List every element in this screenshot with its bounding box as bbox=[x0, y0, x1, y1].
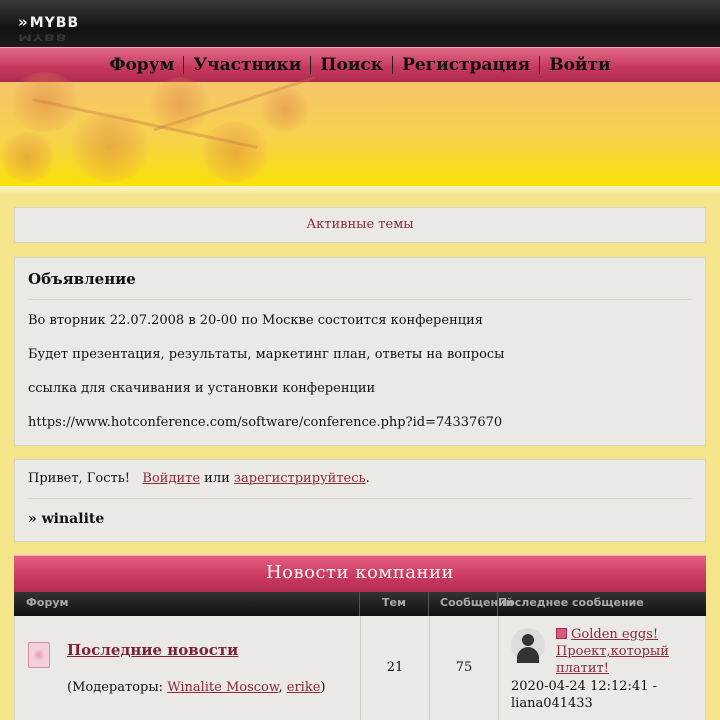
banner-blossom bbox=[70, 112, 150, 182]
avatar[interactable] bbox=[511, 628, 545, 662]
mods-suffix: ) bbox=[320, 680, 326, 695]
last-post-date: 2020-04-24 12:12:41 - bbox=[511, 679, 657, 694]
banner-blossom bbox=[200, 122, 270, 182]
forum-table-header bbox=[14, 592, 706, 616]
logo-arrows: » bbox=[18, 13, 26, 31]
greeting-text: Привет, Гость! bbox=[28, 471, 131, 486]
forum-title-link[interactable]: Последние новости bbox=[67, 641, 239, 659]
top-bar bbox=[0, 0, 720, 47]
moderator-link[interactable]: erike bbox=[286, 680, 321, 695]
col-posts: Сообщений bbox=[429, 592, 498, 616]
nav-register[interactable]: Регистрация bbox=[402, 55, 531, 75]
nav-login[interactable]: Войти bbox=[549, 55, 611, 75]
mods-prefix: (Модераторы: bbox=[67, 680, 164, 695]
last-post-user[interactable]: liana041433 bbox=[511, 696, 593, 711]
last-topic-wrap bbox=[556, 626, 696, 677]
forum-moderators bbox=[67, 680, 325, 695]
welcome-line bbox=[28, 470, 692, 488]
banner-blossom bbox=[260, 87, 310, 132]
forum-row bbox=[14, 616, 706, 720]
last-topic-link[interactable]: Golden eggs! Проект,который платит! bbox=[556, 627, 669, 676]
last-post-meta bbox=[511, 678, 657, 712]
category-header[interactable]: Новости компании bbox=[14, 555, 706, 592]
logo-reflection bbox=[18, 32, 67, 42]
posts-count: 75 bbox=[430, 616, 499, 720]
announcement-line: ссылка для скачивания и установки конференции bbox=[28, 381, 376, 396]
announcement-line: Будет презентация, результаты, маркетинг план, ответы на вопросы bbox=[28, 347, 505, 362]
announcement-line: https://www.hotconference.com/software/conference.php?id=74337670 bbox=[28, 415, 503, 430]
topic-icon bbox=[556, 628, 567, 639]
banner-blossom bbox=[10, 72, 80, 132]
logo-reflection-text: MYBB bbox=[18, 32, 68, 42]
topics-count: 21 bbox=[361, 616, 430, 720]
announcement-title: Объявление bbox=[28, 270, 136, 288]
mods-comma: , bbox=[278, 680, 283, 695]
or-text: или bbox=[204, 471, 230, 486]
avatar-head bbox=[522, 634, 534, 646]
period-text: . bbox=[365, 471, 370, 486]
breadcrumb[interactable]: » winalite bbox=[28, 511, 105, 527]
divider bbox=[28, 498, 692, 499]
col-last-post: Последнее сообщение bbox=[498, 596, 644, 609]
avatar-body bbox=[517, 647, 539, 663]
announcement-line: Во вторник 22.07.2008 в 20-00 по Москве состоится конференция bbox=[28, 313, 483, 328]
mybb-logo[interactable] bbox=[18, 13, 79, 31]
register-link[interactable]: зарегистрируйтесь bbox=[233, 471, 366, 486]
header-banner bbox=[0, 82, 720, 186]
forum-status-icon bbox=[28, 642, 50, 668]
header-fade bbox=[0, 186, 720, 196]
forum-cell bbox=[15, 616, 361, 720]
divider bbox=[28, 299, 692, 300]
nav-search[interactable]: Поиск bbox=[320, 55, 384, 75]
nav-members[interactable]: Участники bbox=[193, 55, 302, 75]
banner-blossom bbox=[0, 132, 55, 182]
banner-blossom bbox=[150, 77, 210, 132]
logo-text: MYBB bbox=[29, 15, 80, 31]
welcome-panel bbox=[14, 459, 706, 542]
announcement-panel bbox=[14, 257, 706, 446]
last-post-cell bbox=[499, 616, 705, 720]
moderator-link[interactable]: Winalite Moscow bbox=[167, 680, 279, 695]
login-link[interactable]: Войдите bbox=[142, 471, 201, 486]
nav-forum[interactable]: Форум bbox=[109, 55, 175, 75]
main-nav bbox=[0, 47, 720, 82]
col-topics: Тем bbox=[360, 592, 429, 616]
col-forum: Форум bbox=[14, 592, 360, 616]
active-topics-link[interactable]: Активные темы bbox=[14, 207, 706, 243]
